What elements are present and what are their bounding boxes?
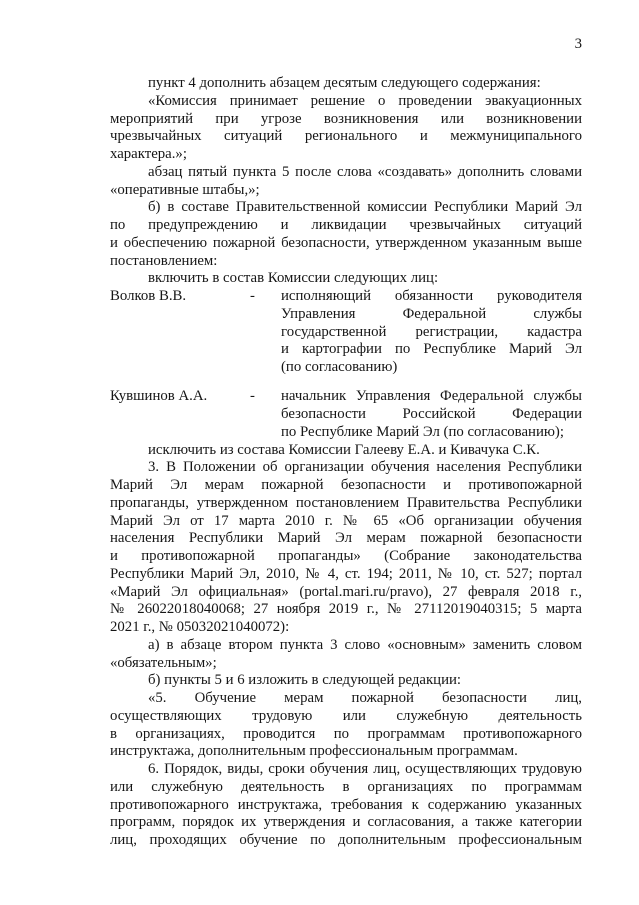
text-line: Марий Эл от 17 марта 2010 г. № 65 «Об организации обучения [110,512,582,529]
paragraph [110,672,582,690]
paragraph [110,459,582,637]
text-line: «5. Обучение мерам пожарной безопасности лиц, [148,690,582,706]
member-role-line: и картографии по Республике Марий Эл [281,341,582,358]
text-line: «обязательным»; [110,654,217,671]
paragraph [110,442,582,460]
member-role [281,288,582,377]
text-line: и обеспечению пожарной безопасности, утвержденном указанным выше [110,234,582,251]
text-line: противопожарного инструктажа, требования к содержанию указанных [110,796,582,813]
text-line: «оперативные штабы,»; [110,181,260,198]
text-line: постановлением: [110,252,218,269]
text-line: а) в абзаце втором пункта 3 слово «основным» заменить словом [148,636,582,653]
text-line: исключить из состава Комиссии Галееву Е.А. и Кивачука С.К. [148,441,540,458]
text-line: в организациях, проводится по программам противопожарного [110,725,582,742]
member-role-line: безопасности Российской Федерации [281,406,582,422]
member-role-line: (по согласованию) [281,359,398,375]
text-line: включить в состав Комиссии следующих лиц: [148,270,439,287]
text-line: 2021 г., № 05032021040072): [110,619,290,635]
member-dash: - [250,288,255,304]
paragraph [110,93,582,164]
text-line: № 26022018040068; 27 ноября 2019 г., № 27112019040315; 5 марта [110,601,582,618]
text-line: по предупреждению и ликвидации чрезвычайных ситуаций [110,217,582,233]
text-line: б) в составе Правительственной комиссии Республики Марий Эл [148,199,582,216]
text-line: лиц, проходящих обучение по дополнительным профессиональным [110,832,582,848]
text-line: чрезвычайных ситуаций регионального и межмуниципального [110,128,582,145]
paragraph [110,75,582,93]
member-entry [110,388,582,441]
text-line: Республики Марий Эл, 2010, № 4, ст. 194; 2011, № 10, ст. 527; портал [110,565,582,582]
member-dash: - [250,388,255,405]
page-number: 3 [574,36,582,52]
member-role-line: государственной регистрации, кадастра [281,323,582,340]
text-line: программ, порядок их утверждения и согласования, а также категории [110,814,582,831]
text-line: «Комиссия принимает решение о проведении эвакуационных [148,92,582,109]
text-line: мероприятий при угрозе возникновения или возникновении [110,110,582,127]
paragraph [110,164,582,200]
text-line: б) пункты 5 и 6 изложить в следующей редакции: [148,672,462,689]
text-line: абзац пятый пункта 5 после слова «создавать» дополнить словами [148,163,582,180]
text-line: пункт 4 дополнить абзацем десятым следующего содержания: [148,75,541,91]
text-line: характера.»; [110,146,187,162]
member-role-line: начальник Управления Федеральной службы [281,388,582,405]
paragraph [110,270,582,288]
text-line: 3. В Положении об организации обучения населения Республики [148,459,582,476]
text-line: «Марий Эл официальная» (portal.mari.ru/pravo), 27 февраля 2018 г., [110,583,582,600]
member-name: Волков В.В. [110,288,187,304]
text-line: Марий Эл мерам пожарной безопасности и противопожарной [110,477,582,493]
text-line: и противопожарной пропаганды» (Собрание законодательства [110,548,582,564]
member-entry [110,288,582,377]
member-role-line: исполняющий обязанности руководителя [281,288,582,304]
text-line: осуществляющих трудовую или служебную деятельность [110,707,582,724]
text-line: инструктажа, дополнительным профессиональным программам. [110,743,518,760]
text-line: или служебную деятельность в организациях по программам [110,778,582,795]
member-name: Кувшинов А.А. [110,388,208,405]
text-line: 6. Порядок, виды, сроки обучения лиц, осуществляющих трудовую [148,761,582,777]
paragraph [110,761,582,850]
text-line: пропаганды, утвержденном постановлением Правительства Республики [110,494,582,511]
member-role-line: по Республике Марий Эл (по согласованию); [281,423,564,440]
member-role-line: Управления Федеральной службы [281,305,582,322]
paragraph [110,199,582,270]
member-role [281,388,582,441]
text-line: населения Республики Марий Эл мерам пожарной безопасности [110,530,582,547]
paragraph [110,637,582,673]
document-body [110,75,582,850]
paragraph [110,690,582,761]
